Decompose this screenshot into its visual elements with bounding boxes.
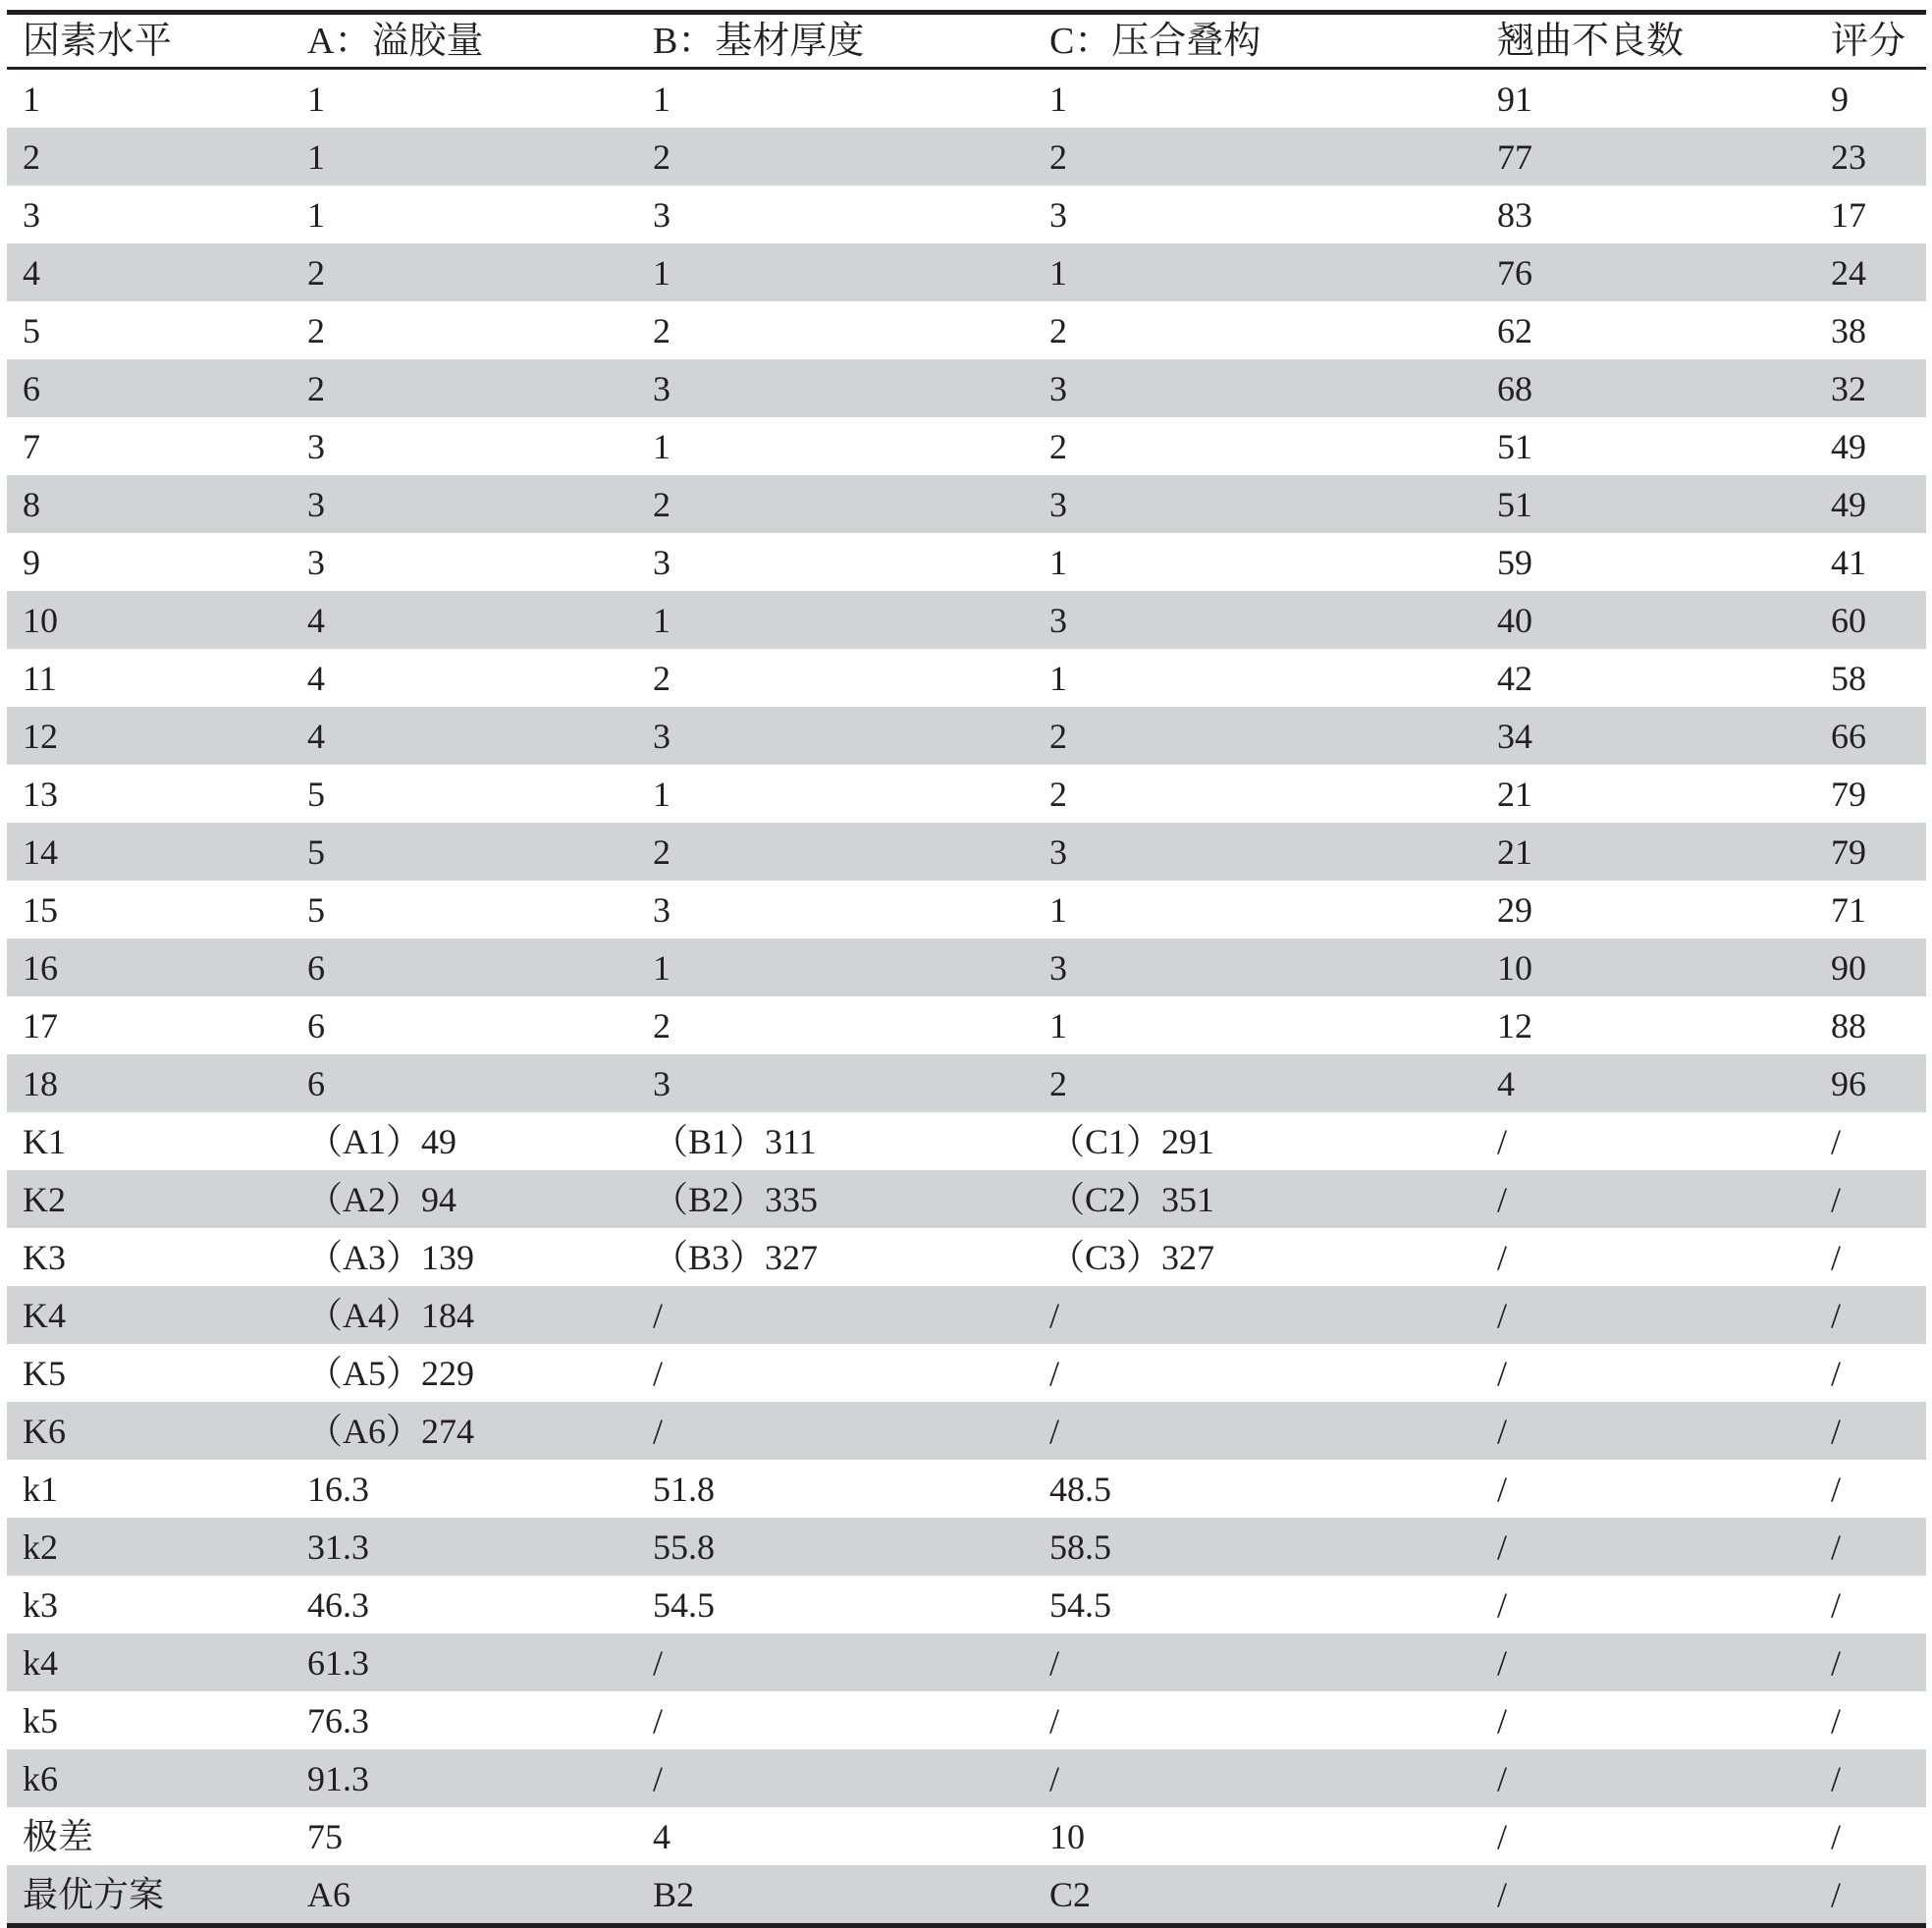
cell-lamination-stackup: C2: [1049, 1874, 1092, 1914]
cell-warpage-defects: 21: [1497, 831, 1532, 872]
cell-factor-level: 1: [23, 79, 40, 119]
cell-substrate-thickness: （B2）335: [653, 1179, 819, 1219]
cell-score: 49: [1831, 484, 1866, 524]
cell-substrate-thickness: 4: [653, 1816, 671, 1856]
cell-substrate-thickness: 3: [653, 889, 671, 930]
cell-glue-overflow: 5: [307, 831, 325, 872]
cell-substrate-thickness: 1: [653, 252, 671, 293]
table-row: [7, 1054, 1926, 1112]
cell-substrate-thickness: /: [653, 1411, 664, 1451]
table-row: [7, 1633, 1926, 1691]
cell-lamination-stackup: （C2）351: [1049, 1179, 1215, 1219]
cell-lamination-stackup: /: [1049, 1295, 1060, 1335]
cell-substrate-thickness: 3: [653, 194, 671, 235]
cell-lamination-stackup: 2: [1049, 136, 1067, 177]
cell-score: 49: [1831, 426, 1866, 466]
table-row: [7, 1518, 1926, 1576]
cell-warpage-defects: 4: [1497, 1063, 1515, 1103]
cell-score: 90: [1831, 947, 1866, 988]
cell-lamination-stackup: /: [1049, 1642, 1060, 1683]
table-row: [7, 591, 1926, 649]
cell-factor-level: 最优方案: [23, 1874, 165, 1914]
cell-warpage-defects: /: [1497, 1295, 1508, 1335]
cell-glue-overflow: （A6）274: [307, 1411, 474, 1451]
cell-glue-overflow: 3: [307, 426, 325, 466]
cell-factor-level: 15: [23, 889, 58, 930]
cell-glue-overflow: 16.3: [307, 1469, 369, 1509]
cell-substrate-thickness: （B1）311: [653, 1121, 817, 1161]
cell-lamination-stackup: 2: [1049, 716, 1067, 756]
table-row: [7, 1691, 1926, 1749]
cell-glue-overflow: 6: [307, 1005, 325, 1045]
cell-lamination-stackup: 3: [1049, 368, 1067, 408]
header-substrate-thickness: B：基材厚度: [653, 20, 865, 62]
cell-factor-level: 7: [23, 426, 40, 466]
table-header: [7, 13, 1926, 69]
cell-score: 79: [1831, 831, 1866, 872]
cell-score: 66: [1831, 716, 1866, 756]
cell-substrate-thickness: 2: [653, 1005, 671, 1045]
cell-score: 24: [1831, 252, 1866, 293]
cell-lamination-stackup: 3: [1049, 831, 1067, 872]
cell-warpage-defects: 51: [1497, 426, 1532, 466]
cell-warpage-defects: /: [1497, 1584, 1508, 1625]
cell-glue-overflow: 6: [307, 1063, 325, 1103]
cell-glue-overflow: A6: [307, 1874, 350, 1914]
cell-substrate-thickness: 2: [653, 136, 671, 177]
cell-lamination-stackup: /: [1049, 1700, 1060, 1741]
cell-factor-level: 6: [23, 368, 40, 408]
cell-substrate-thickness: 54.5: [653, 1584, 715, 1625]
cell-lamination-stackup: 54.5: [1049, 1584, 1111, 1625]
table-row: [7, 475, 1926, 533]
cell-factor-level: k1: [23, 1469, 58, 1509]
cell-factor-level: 极差: [23, 1816, 94, 1856]
cell-warpage-defects: 68: [1497, 368, 1532, 408]
cell-substrate-thickness: /: [653, 1758, 664, 1798]
cell-glue-overflow: （A4）184: [307, 1295, 474, 1335]
cell-substrate-thickness: 51.8: [653, 1469, 715, 1509]
cell-substrate-thickness: 2: [653, 310, 671, 350]
table-row: [7, 1170, 1926, 1228]
cell-score: 23: [1831, 136, 1866, 177]
cell-score: /: [1831, 1295, 1842, 1335]
cell-glue-overflow: 6: [307, 947, 325, 988]
cell-substrate-thickness: /: [653, 1295, 664, 1335]
header-lamination-stackup: C：压合叠构: [1049, 20, 1261, 62]
cell-glue-overflow: 1: [307, 136, 325, 177]
table-row: [7, 301, 1926, 359]
cell-lamination-stackup: 3: [1049, 484, 1067, 524]
cell-score: /: [1831, 1758, 1842, 1798]
cell-factor-level: K6: [23, 1411, 66, 1451]
cell-lamination-stackup: 1: [1049, 542, 1067, 582]
cell-glue-overflow: 4: [307, 716, 325, 756]
cell-glue-overflow: （A3）139: [307, 1237, 474, 1277]
table-row: [7, 1749, 1926, 1807]
cell-warpage-defects: /: [1497, 1469, 1508, 1509]
cell-lamination-stackup: 1: [1049, 252, 1067, 293]
cell-warpage-defects: 10: [1497, 947, 1532, 988]
cell-factor-level: K2: [23, 1179, 66, 1219]
table-row: [7, 533, 1926, 591]
cell-factor-level: K5: [23, 1353, 66, 1393]
cell-score: /: [1831, 1816, 1842, 1856]
cell-factor-level: 5: [23, 310, 40, 350]
orthogonal-test-table-container: [7, 10, 1926, 1928]
cell-score: /: [1831, 1526, 1842, 1567]
table-row: [7, 649, 1926, 707]
cell-factor-level: K3: [23, 1237, 66, 1277]
cell-factor-level: k4: [23, 1642, 58, 1683]
cell-substrate-thickness: 3: [653, 716, 671, 756]
cell-glue-overflow: （A5）229: [307, 1353, 474, 1393]
table-row: [7, 417, 1926, 475]
cell-warpage-defects: 83: [1497, 194, 1532, 235]
table-row: [7, 1228, 1926, 1286]
cell-glue-overflow: 91.3: [307, 1758, 369, 1798]
cell-warpage-defects: /: [1497, 1816, 1508, 1856]
table-row: [7, 186, 1926, 243]
cell-score: 96: [1831, 1063, 1866, 1103]
cell-score: 17: [1831, 194, 1866, 235]
cell-substrate-thickness: （B3）327: [653, 1237, 819, 1277]
cell-score: 9: [1831, 79, 1849, 119]
cell-warpage-defects: 76: [1497, 252, 1532, 293]
cell-factor-level: 8: [23, 484, 40, 524]
cell-score: 88: [1831, 1005, 1866, 1045]
cell-substrate-thickness: B2: [653, 1874, 695, 1914]
cell-factor-level: k3: [23, 1584, 58, 1625]
header-row: [7, 13, 1926, 69]
cell-substrate-thickness: 1: [653, 600, 671, 640]
cell-glue-overflow: 4: [307, 658, 325, 698]
cell-score: /: [1831, 1179, 1842, 1219]
cell-substrate-thickness: 3: [653, 542, 671, 582]
cell-score: 41: [1831, 542, 1866, 582]
cell-glue-overflow: 5: [307, 889, 325, 930]
cell-score: 38: [1831, 310, 1866, 350]
cell-warpage-defects: 59: [1497, 542, 1532, 582]
cell-lamination-stackup: /: [1049, 1411, 1060, 1451]
table-row: [7, 1286, 1926, 1344]
table-row: [7, 1576, 1926, 1633]
table-row: [7, 243, 1926, 301]
cell-score: /: [1831, 1121, 1842, 1161]
table-row: [7, 359, 1926, 417]
table-row: [7, 1807, 1926, 1865]
cell-substrate-thickness: 2: [653, 831, 671, 872]
cell-factor-level: 10: [23, 600, 58, 640]
cell-substrate-thickness: 3: [653, 368, 671, 408]
cell-lamination-stackup: 2: [1049, 1063, 1067, 1103]
orthogonal-test-table: [7, 10, 1926, 1928]
table-row: [7, 1344, 1926, 1402]
cell-factor-level: 13: [23, 774, 58, 814]
cell-warpage-defects: /: [1497, 1526, 1508, 1567]
cell-glue-overflow: 31.3: [307, 1526, 369, 1567]
cell-lamination-stackup: 2: [1049, 310, 1067, 350]
cell-glue-overflow: 2: [307, 368, 325, 408]
cell-glue-overflow: 2: [307, 310, 325, 350]
cell-lamination-stackup: 1: [1049, 79, 1067, 119]
cell-substrate-thickness: /: [653, 1353, 664, 1393]
table-row: [7, 1112, 1926, 1170]
cell-substrate-thickness: 1: [653, 79, 671, 119]
cell-glue-overflow: 46.3: [307, 1584, 369, 1625]
header-factor-level: 因素水平: [23, 20, 173, 62]
cell-warpage-defects: 51: [1497, 484, 1532, 524]
cell-factor-level: k2: [23, 1526, 58, 1567]
cell-warpage-defects: /: [1497, 1237, 1508, 1277]
cell-glue-overflow: 1: [307, 194, 325, 235]
cell-score: 58: [1831, 658, 1866, 698]
cell-score: 79: [1831, 774, 1866, 814]
table-row: [7, 996, 1926, 1054]
cell-score: /: [1831, 1469, 1842, 1509]
cell-lamination-stackup: 58.5: [1049, 1526, 1111, 1567]
cell-lamination-stackup: /: [1049, 1353, 1060, 1393]
cell-factor-level: 14: [23, 831, 58, 872]
cell-warpage-defects: 34: [1497, 716, 1532, 756]
cell-warpage-defects: 40: [1497, 600, 1532, 640]
cell-warpage-defects: /: [1497, 1874, 1508, 1914]
table-row: [7, 707, 1926, 765]
cell-factor-level: k5: [23, 1700, 58, 1741]
cell-glue-overflow: 3: [307, 542, 325, 582]
cell-glue-overflow: 2: [307, 252, 325, 293]
cell-score: 71: [1831, 889, 1866, 930]
cell-score: 60: [1831, 600, 1866, 640]
cell-warpage-defects: 62: [1497, 310, 1532, 350]
cell-warpage-defects: 91: [1497, 79, 1532, 119]
cell-lamination-stackup: 3: [1049, 600, 1067, 640]
cell-warpage-defects: 77: [1497, 136, 1532, 177]
cell-score: /: [1831, 1411, 1842, 1451]
cell-score: 32: [1831, 368, 1866, 408]
cell-substrate-thickness: 1: [653, 774, 671, 814]
cell-warpage-defects: /: [1497, 1758, 1508, 1798]
cell-factor-level: 11: [23, 658, 57, 698]
cell-glue-overflow: 4: [307, 600, 325, 640]
cell-score: /: [1831, 1700, 1842, 1741]
cell-substrate-thickness: 2: [653, 658, 671, 698]
cell-lamination-stackup: （C3）327: [1049, 1237, 1215, 1277]
cell-lamination-stackup: （C1）291: [1049, 1121, 1215, 1161]
cell-lamination-stackup: 48.5: [1049, 1469, 1111, 1509]
table-row: [7, 128, 1926, 186]
cell-glue-overflow: 3: [307, 484, 325, 524]
cell-score: /: [1831, 1642, 1842, 1683]
cell-substrate-thickness: 1: [653, 426, 671, 466]
cell-substrate-thickness: 3: [653, 1063, 671, 1103]
table-row: [7, 1865, 1926, 1926]
cell-warpage-defects: /: [1497, 1642, 1508, 1683]
cell-score: /: [1831, 1584, 1842, 1625]
cell-warpage-defects: /: [1497, 1179, 1508, 1219]
cell-factor-level: 18: [23, 1063, 58, 1103]
cell-score: /: [1831, 1353, 1842, 1393]
cell-lamination-stackup: 3: [1049, 947, 1067, 988]
cell-warpage-defects: /: [1497, 1353, 1508, 1393]
cell-warpage-defects: /: [1497, 1700, 1508, 1741]
cell-lamination-stackup: 1: [1049, 658, 1067, 698]
cell-warpage-defects: 12: [1497, 1005, 1532, 1045]
cell-warpage-defects: /: [1497, 1411, 1508, 1451]
cell-score: /: [1831, 1874, 1842, 1914]
table-row: [7, 823, 1926, 881]
cell-factor-level: 12: [23, 716, 58, 756]
cell-warpage-defects: 29: [1497, 889, 1532, 930]
cell-substrate-thickness: /: [653, 1642, 664, 1683]
table-row: [7, 765, 1926, 823]
cell-glue-overflow: （A1）49: [307, 1121, 456, 1161]
cell-substrate-thickness: 1: [653, 947, 671, 988]
cell-lamination-stackup: 3: [1049, 194, 1067, 235]
table-row: [7, 881, 1926, 938]
cell-lamination-stackup: 10: [1049, 1816, 1085, 1856]
cell-factor-level: K1: [23, 1121, 66, 1161]
cell-glue-overflow: 5: [307, 774, 325, 814]
cell-glue-overflow: 76.3: [307, 1700, 369, 1741]
cell-glue-overflow: 61.3: [307, 1642, 369, 1683]
cell-warpage-defects: 42: [1497, 658, 1532, 698]
cell-lamination-stackup: /: [1049, 1758, 1060, 1798]
cell-substrate-thickness: 2: [653, 484, 671, 524]
cell-glue-overflow: 1: [307, 79, 325, 119]
cell-factor-level: 17: [23, 1005, 58, 1045]
cell-lamination-stackup: 1: [1049, 1005, 1067, 1045]
cell-factor-level: 3: [23, 194, 40, 235]
cell-factor-level: 4: [23, 252, 40, 293]
table-body: [7, 69, 1926, 1926]
cell-factor-level: K4: [23, 1295, 66, 1335]
cell-score: /: [1831, 1237, 1842, 1277]
cell-lamination-stackup: 1: [1049, 889, 1067, 930]
cell-lamination-stackup: 2: [1049, 426, 1067, 466]
header-score: 评分: [1831, 20, 1906, 62]
cell-lamination-stackup: 2: [1049, 774, 1067, 814]
cell-warpage-defects: 21: [1497, 774, 1532, 814]
table-row: [7, 1460, 1926, 1518]
cell-substrate-thickness: 55.8: [653, 1526, 715, 1567]
cell-substrate-thickness: /: [653, 1700, 664, 1741]
cell-glue-overflow: 75: [307, 1816, 343, 1856]
header-warpage-defects: 翘曲不良数: [1497, 20, 1685, 62]
cell-factor-level: 16: [23, 947, 58, 988]
cell-warpage-defects: /: [1497, 1121, 1508, 1161]
table-row: [7, 938, 1926, 996]
header-glue-overflow: A：溢胶量: [307, 20, 484, 62]
cell-factor-level: k6: [23, 1758, 58, 1798]
cell-factor-level: 9: [23, 542, 40, 582]
table-row: [7, 69, 1926, 129]
cell-factor-level: 2: [23, 136, 40, 177]
cell-glue-overflow: （A2）94: [307, 1179, 456, 1219]
table-row: [7, 1402, 1926, 1460]
